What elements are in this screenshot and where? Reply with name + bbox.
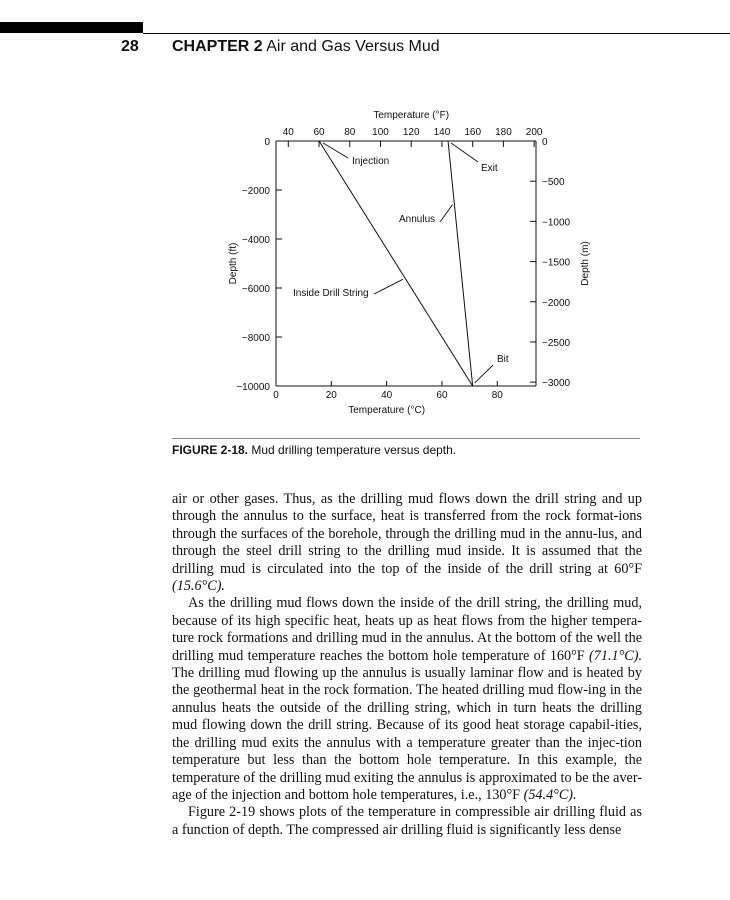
figure-caption [172, 443, 456, 457]
top-tick-label: 160 [464, 127, 482, 138]
figure-rule [172, 438, 640, 439]
left-axis-title: Depth (ft) [228, 242, 239, 285]
top-tick-label: 180 [495, 127, 512, 138]
right-tick-label: −2500 [542, 337, 571, 349]
paragraph-1 [172, 491, 642, 595]
right-tick-label: −2000 [542, 297, 571, 309]
right-tick-label: −1500 [542, 257, 571, 269]
top-tick-label: 200 [525, 127, 543, 138]
exit-label: Exit [481, 163, 498, 174]
top-tick-label: 100 [372, 127, 389, 138]
p1-text: air or other gases. Thus, as the drilling mud flows down the drill string and up through the annulus to the surface, heat is transferred from the rock format-ions through the surfaces of the borehole, through the drilling mud in the annu-lus, and through the steel drill string to the drilling mud inside. It is assumed that the drilling mud is circulated into the top of the inside of the drill string at 60°F [172, 491, 642, 577]
temperature-depth-chart [0, 0, 730, 440]
bottom-tick-label: 60 [436, 390, 448, 401]
left-tick-label: −10000 [236, 382, 270, 393]
bottom-tick-label: 0 [273, 390, 279, 401]
p2-text-a: As the drilling mud flows down the inside of the drill string, the drilling mud, because of its high specific heat, heats up as heat flows from the higher tempera-ture rock formations and drilling mud in the annulus. At the bottom of the well the drilling mud temperature reaches the bottom hole temperature of 160°F [172, 595, 642, 664]
bit-label: Bit [497, 354, 509, 365]
bottom-tick-label: 20 [325, 390, 337, 401]
exit-leader [451, 143, 478, 162]
chapter-label: CHAPTER 2 [172, 38, 263, 55]
annulus-leader [440, 205, 452, 222]
bottom-axis-title: Temperature (°C) [348, 405, 426, 416]
top-tick-label: 60 [313, 127, 325, 138]
p2-metric-b: (54.4°C). [523, 786, 577, 803]
caption-label: FIGURE 2-18. [172, 443, 249, 457]
paragraph-2 [172, 595, 642, 804]
p1-metric: (15.6°C). [172, 578, 225, 595]
injection-leader [323, 143, 348, 158]
right-tick-label: −3000 [542, 378, 571, 390]
left-tick-label: −8000 [241, 333, 270, 344]
top-axis-title: Temperature (°F) [373, 110, 450, 121]
left-tick-label: −4000 [241, 235, 270, 246]
right-axis-title: Depth (m) [580, 241, 591, 286]
caption-text: Mud drilling temperature versus depth. [251, 443, 457, 457]
inside-drill-string-leader [374, 279, 403, 294]
annulus-line [448, 141, 473, 386]
inside-drill-string-line [319, 141, 473, 386]
paragraph-3: Figure 2-19 shows plots of the temperature in compressible air drilling fluid as a function of depth. The compressed air drilling fluid is significantly less dense [172, 804, 642, 838]
left-tick-label: −6000 [241, 284, 270, 295]
top-tick-label: 120 [402, 127, 420, 138]
page-number: 28 [121, 38, 139, 55]
bit-leader [475, 365, 493, 383]
right-tick-label: −1000 [542, 217, 571, 229]
injection-label: Injection [352, 156, 390, 167]
inside-drill-string-label: Inside Drill String [293, 288, 369, 299]
p2-metric-a: (71.1°C). [589, 647, 642, 664]
right-tick-label: −500 [542, 177, 565, 189]
bottom-tick-label: 80 [491, 390, 503, 401]
bottom-tick-label: 40 [381, 390, 393, 401]
left-tick-label: 0 [264, 137, 270, 148]
body-text [172, 491, 642, 839]
annulus-label: Annulus [399, 214, 436, 225]
right-tick-label: 0 [542, 137, 548, 148]
top-tick-label: 140 [433, 127, 451, 138]
top-tick-label: 40 [282, 127, 294, 138]
p2-text-b: The drilling mud flowing up the annulus is usually laminar flow and is heated by the geothermal heat in the rock formation. The heated drilling mud flow-ing in the annulus heats the outside of the drilling string, which in turn heats the drilling mud flowing down the drill string. Because of its good heat storage capabil-ities, the drilling mud exits the annulus with a temperature greater than the injec-tion temperature but less than the bottom hole temperature. In this example, the temperature of the drilling mud exiting the annulus is approximated to be the aver-age of the injection and bottom hole temperatures, i.e., 130°F [172, 665, 642, 803]
left-tick-label: −2000 [241, 186, 270, 197]
chapter-title: Air and Gas Versus Mud [266, 38, 440, 55]
top-tick-label: 80 [344, 127, 356, 138]
